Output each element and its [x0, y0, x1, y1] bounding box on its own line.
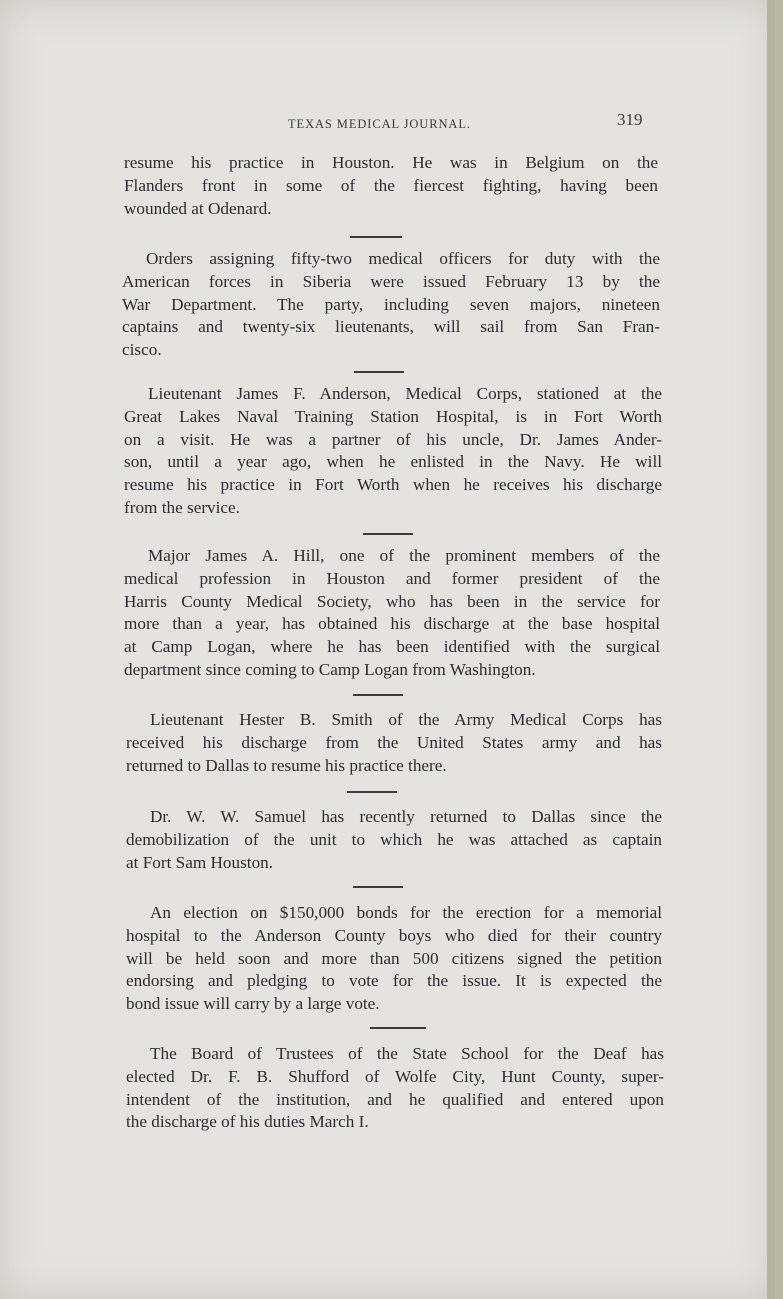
running-head: TEXAS MEDICAL JOURNAL. [288, 117, 471, 131]
text-line: American forces in Siberia were issued February 13 by the [122, 271, 660, 291]
text-line: on a visit. He was a partner of his uncle, Dr. James Ander- [124, 429, 662, 449]
text-line: department since coming to Camp Logan from Washington. [124, 659, 536, 679]
paragraph-dr-samuel [126, 806, 662, 874]
text-line: endorsing and pledging to vote for the issue. It is expected the [126, 971, 662, 991]
text-line: will be held soon and more than 500 citizens signed the petition [126, 948, 662, 968]
text-line: Lieutenant Hester B. Smith of the Army Medical Corps has [150, 710, 662, 729]
text-line: Dr. W. W. Samuel has recently returned to Dallas since the [150, 807, 662, 826]
text-line: Major James A. Hill, one of the prominent members of the [148, 546, 660, 565]
text-line: the discharge of his duties March I. [126, 1112, 369, 1132]
section-divider [350, 236, 402, 238]
text-line: An election on $150,000 bonds for the erection for a memorial [150, 903, 662, 922]
text-line: Orders assigning fifty-two medical officers for duty with the [146, 249, 660, 268]
paragraph-state-school [126, 1043, 664, 1134]
text-line: medical profession in Houston and former president of the [124, 568, 660, 588]
text-line: at Camp Logan, where he has been identified with the surgical [124, 637, 660, 657]
text-line: War Department. The party, including seven majors, nineteen [122, 294, 660, 314]
text-line: demobilization of the unit to which he was attached as captain [126, 829, 662, 849]
text-line: son, until a year ago, when he enlisted in the Navy. He will [124, 452, 662, 472]
text-line: captains and twenty-six lieutenants, will sail from San Fran- [122, 317, 660, 337]
paragraph-siberia-orders [122, 248, 660, 362]
text-line: more than a year, has obtained his discharge at the base hospital [124, 614, 660, 634]
text-line: resume his practice in Fort Worth when he receives his discharge [124, 475, 662, 495]
text-line: from the service. [124, 497, 240, 517]
paragraph-bond-election [126, 902, 662, 1016]
text-line: hospital to the Anderson County boys who died for their country [126, 925, 662, 945]
text-line: elected Dr. F. B. Shufford of Wolfe City, Hunt County, super- [126, 1066, 664, 1086]
text-line: Lieutenant James F. Anderson, Medical Corps, stationed at the [148, 384, 662, 403]
section-divider [363, 533, 413, 535]
page-edge [767, 0, 775, 1299]
text-line: intendent of the institution, and he qualified and entered upon [126, 1089, 664, 1109]
section-divider [353, 694, 403, 696]
paragraph-major-hill [124, 545, 660, 682]
section-divider [347, 791, 397, 793]
paragraph-lt-smith [126, 709, 662, 777]
text-line: wounded at Odenard. [124, 198, 272, 218]
text-line: The Board of Trustees of the State School for the Deaf has [150, 1044, 664, 1063]
text-line: Great Lakes Naval Training Station Hospital, is in Fort Worth [124, 406, 662, 426]
page-number: 319 [617, 110, 643, 129]
text-line: at Fort Sam Houston. [126, 852, 274, 872]
text-line: returned to Dallas to resume his practice there. [126, 755, 447, 775]
section-divider [370, 1027, 426, 1029]
text-line: cisco. [122, 340, 162, 360]
text-line: Harris County Medical Society, who has been in the service for [124, 591, 660, 611]
section-divider [354, 371, 404, 373]
text-line: bond issue will carry by a large vote. [126, 994, 380, 1014]
text-line: received his discharge from the United States army and has [126, 732, 662, 752]
paragraph-lt-anderson [124, 383, 662, 520]
text-line: resume his practice in Houston. He was in Belgium on the [124, 153, 658, 172]
section-divider [353, 886, 403, 888]
paragraph-anderson-continuation [124, 152, 658, 220]
text-line: Flanders front in some of the fiercest fighting, having been [124, 175, 658, 195]
